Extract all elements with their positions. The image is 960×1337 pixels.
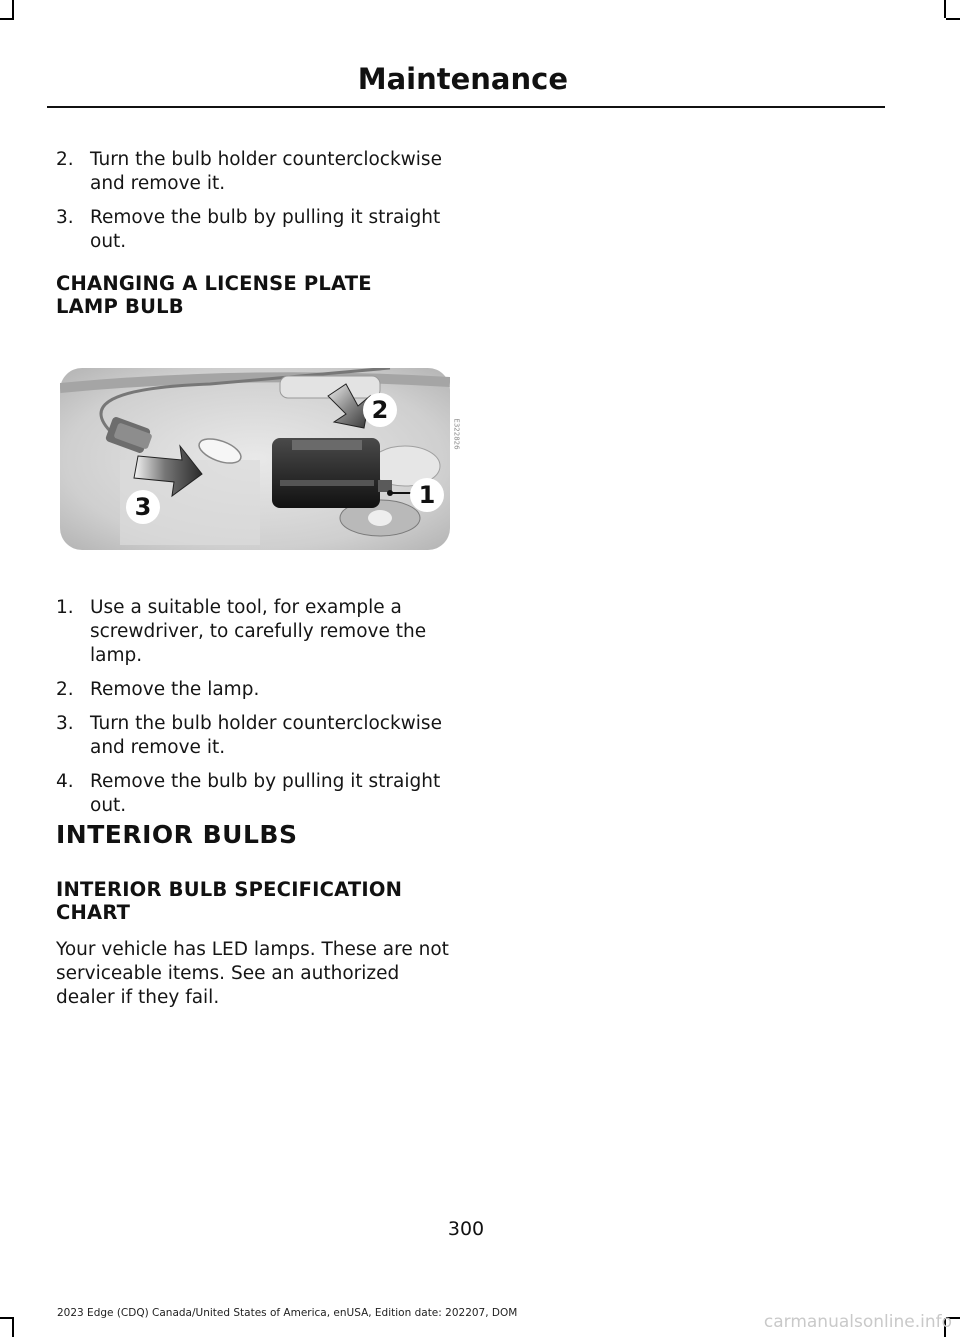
license-plate-lamp-illustration — [60, 368, 450, 550]
steps-continued — [56, 148, 452, 264]
crop-mark — [12, 0, 14, 18]
page-number: 300 — [447, 1218, 485, 1240]
page-header-title: Maintenance — [357, 62, 568, 96]
callout-1: 1 — [410, 478, 444, 512]
subsection-heading-interior-chart: INTERIOR BULB SPECIFICATION CHART — [56, 878, 403, 924]
callout-3: 3 — [126, 490, 160, 524]
list-item: 2. Remove the lamp. — [56, 679, 260, 700]
figure-id: E322826 — [452, 418, 461, 450]
list-item: 3. Turn the bulb holder counterclockwise and remove it. — [56, 713, 442, 758]
header-rule — [47, 106, 885, 108]
crop-mark — [944, 0, 946, 18]
interior-body-text: Your vehicle has LED lamps. These are not serviceable items. See an authorized dealer if they fail. — [56, 939, 449, 1008]
callout-2: 2 — [363, 393, 397, 427]
section-heading-license-plate: CHANGING A LICENSE PLATE LAMP BULB — [56, 272, 372, 318]
crop-mark — [12, 1318, 14, 1337]
list-item: 1. Use a suitable tool, for example a screwdriver, to carefully remove the lamp. — [56, 597, 427, 666]
list-item: 4. Remove the bulb by pulling it straight out. — [56, 771, 441, 816]
footer-text: 2023 Edge (CDQ) Canada/United States of America, enUSA, Edition date: 202207, DOM — [57, 1307, 518, 1319]
crop-mark — [0, 1317, 14, 1319]
crop-mark — [946, 18, 960, 20]
license-plate-steps — [56, 596, 452, 828]
section-heading-interior-bulbs: INTERIOR BULBS — [56, 820, 298, 849]
list-item: 3. Remove the bulb by pulling it straight out. — [56, 207, 441, 252]
list-item: 2. Turn the bulb holder counterclockwise and remove it. — [56, 149, 442, 194]
license-plate-lamp-figure — [60, 368, 461, 550]
crop-mark — [0, 18, 14, 20]
watermark: carmanualsonline.info — [763, 1312, 952, 1332]
